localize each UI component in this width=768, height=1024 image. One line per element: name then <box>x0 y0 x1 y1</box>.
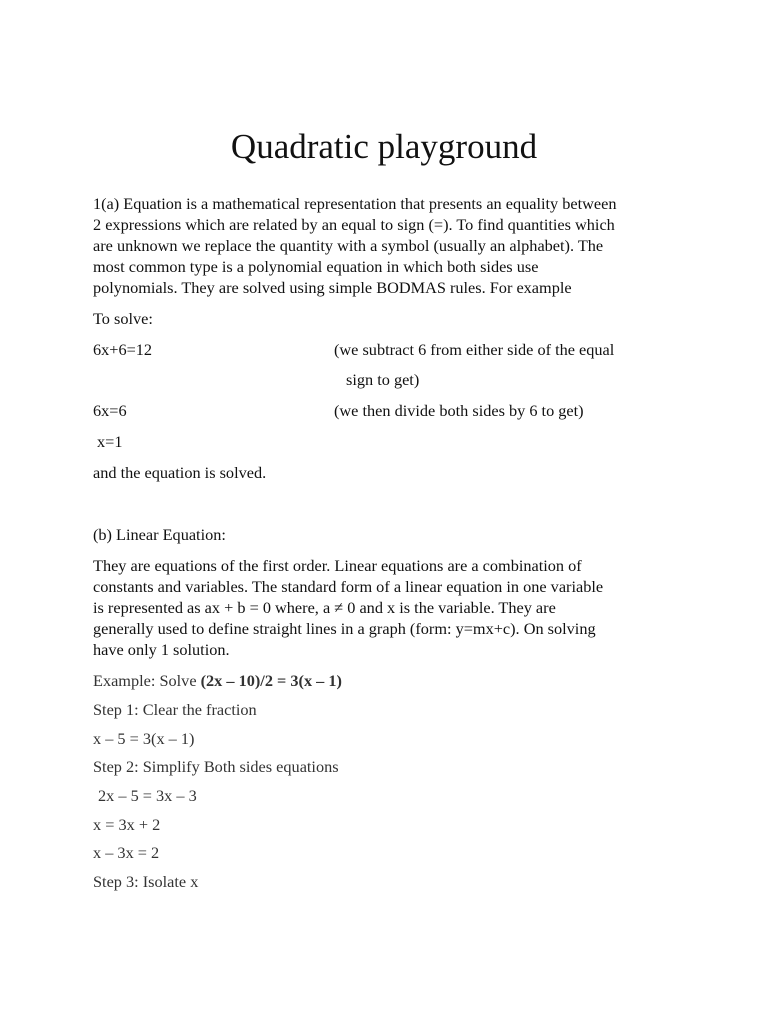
paragraph-line: They are equations of the first order. Linear equations are a combination of <box>93 556 582 575</box>
example-prefix: Example: Solve <box>93 671 201 690</box>
paragraph-line: constants and variables. The standard form of a linear equation in one variable <box>93 577 604 596</box>
paragraph-line: most common type is a polynomial equation in which both sides use <box>93 257 539 276</box>
example-equation: (2x – 10)/2 = 3(x – 1) <box>200 671 342 690</box>
section-b-paragraph <box>93 555 693 660</box>
step-2-label: Step 2: Simplify Both sides equations <box>93 757 339 776</box>
paragraph-line: have only 1 solution. <box>93 640 230 659</box>
paragraph-line: generally used to define straight lines in a graph (form: y=mx+c). On solving <box>93 619 596 638</box>
step-1-label: Step 1: Clear the fraction <box>93 700 257 719</box>
to-solve-label: To solve: <box>93 309 153 328</box>
step-3-label: Step 3: Isolate x <box>93 872 199 891</box>
page-title: Quadratic playground <box>230 127 538 166</box>
step-2-equation-2: x = 3x + 2 <box>93 815 161 834</box>
section-b-heading: (b) Linear Equation: <box>93 525 226 544</box>
paragraph-line: is represented as ax + b = 0 where, a ≠ 0 and x is the variable. They are <box>93 598 556 617</box>
paragraph-line: are unknown we replace the quantity with a symbol (usually an alphabet). The <box>93 236 604 255</box>
conclusion-text: and the equation is solved. <box>93 463 267 482</box>
section-a-paragraph <box>93 193 693 298</box>
example-line <box>93 670 342 691</box>
equation-2-note: (we then divide both sides by 6 to get) <box>334 401 584 420</box>
equation-1-note: (we subtract 6 from either side of the equal <box>334 340 615 359</box>
paragraph-line: polynomials. They are solved using simple BODMAS rules. For example <box>93 278 572 297</box>
equation-3: x=1 <box>97 432 123 451</box>
paragraph-line: 1(a) Equation is a mathematical representation that presents an equality between <box>93 194 617 213</box>
equation-2: 6x=6 <box>93 401 127 420</box>
step-2-equation-3: x – 3x = 2 <box>93 843 160 862</box>
step-2-equation-1: 2x – 5 = 3x – 3 <box>98 786 197 805</box>
equation-1: 6x+6=12 <box>93 340 153 359</box>
equation-1-note-continued: sign to get) <box>346 370 420 389</box>
step-1-equation: x – 5 = 3(x – 1) <box>93 729 195 748</box>
paragraph-line: 2 expressions which are related by an equal to sign (=). To find quantities which <box>93 215 615 234</box>
